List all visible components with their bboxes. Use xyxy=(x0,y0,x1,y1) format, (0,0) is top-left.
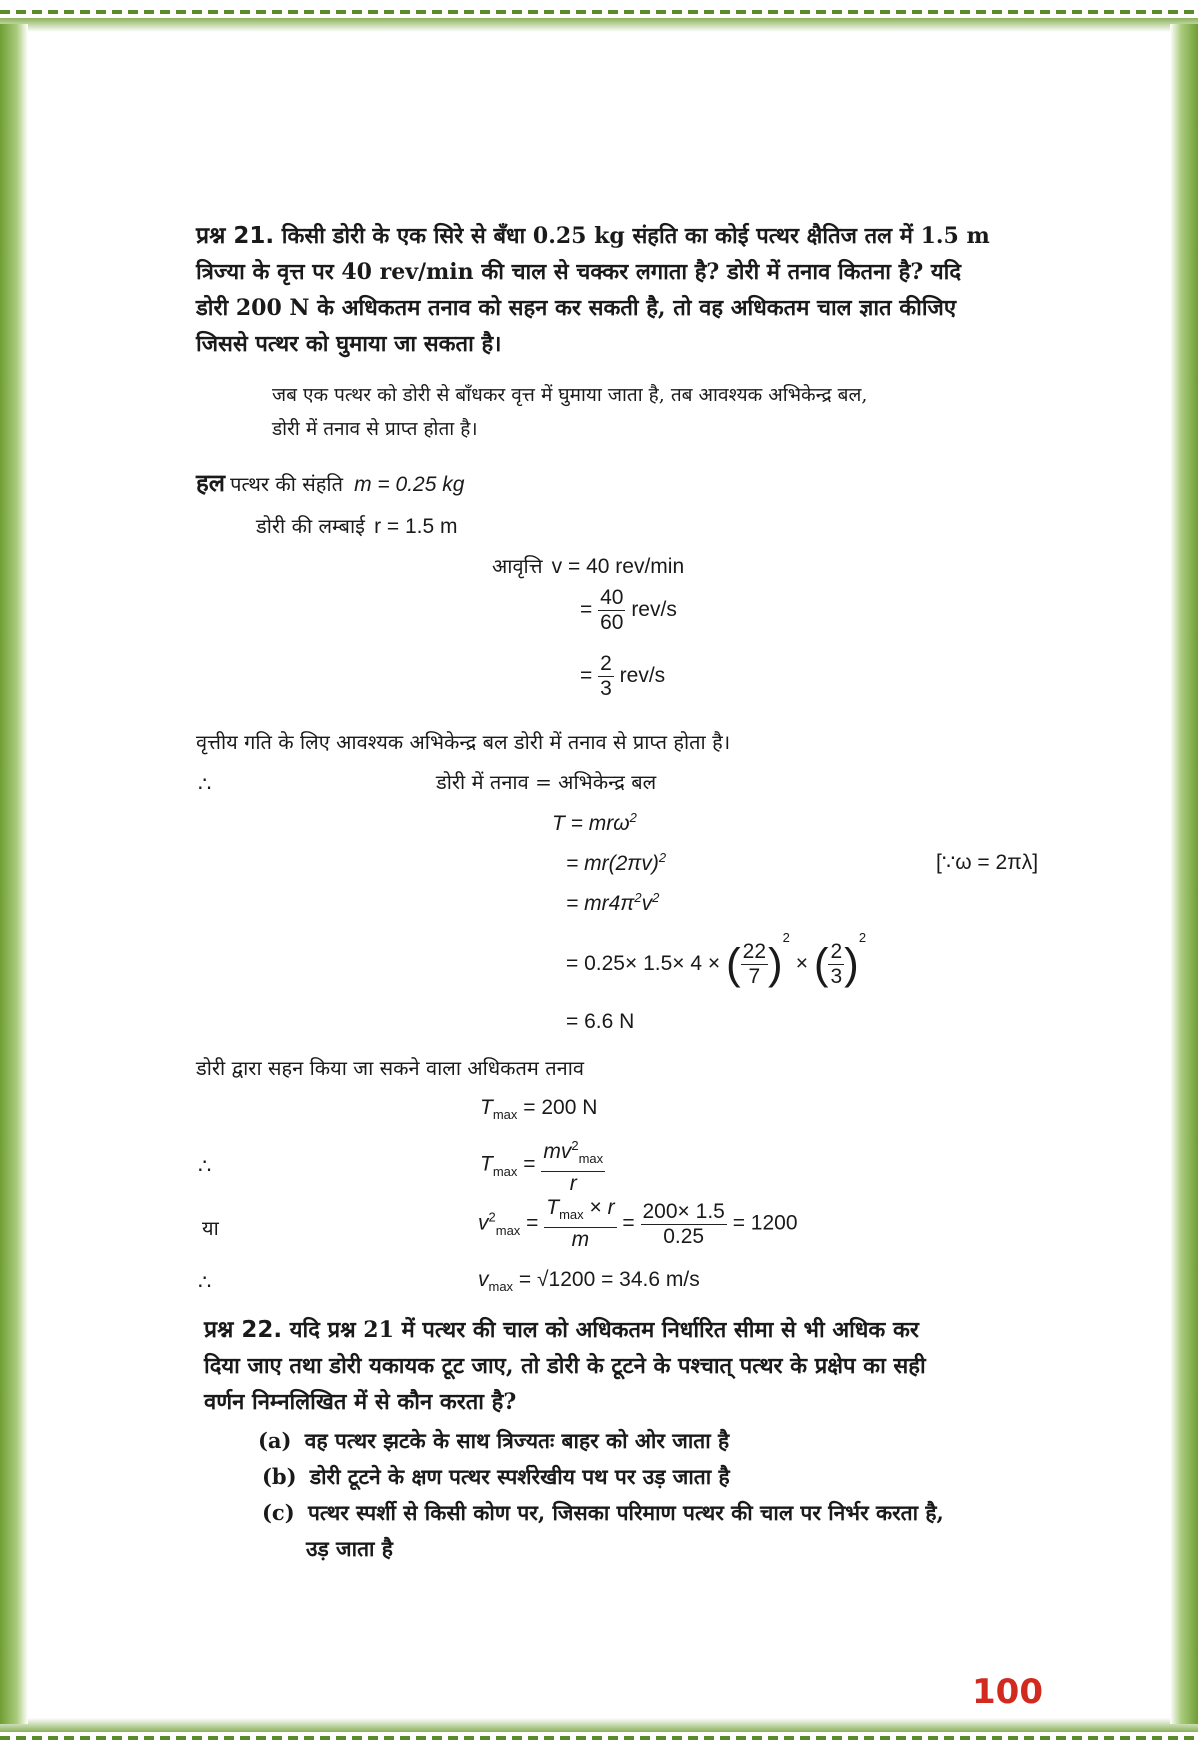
solution-frequency-line: आवृत्ति v = 40 rev/min xyxy=(492,554,685,578)
vmax-squared-equation: $v^2_{max}$ = $\frac{T_{max} \times r}{m}$ = $\frac{200\times 1.5}{0.25}$ = 1200 xyxy=(478,1196,798,1252)
max-tension-statement: डोरी द्वारा सहन किया जा सकने वाला अधिकतम तनाव xyxy=(196,1056,585,1080)
solution-length-line: डोरी की लम्बाई r = 1.5 m xyxy=(256,514,458,538)
therefore-symbol-2: ∴ xyxy=(198,1155,212,1178)
dashed-rule-bottom xyxy=(0,1736,1198,1740)
page-border-top xyxy=(0,18,1198,32)
therefore-symbol-3: ∴ xyxy=(198,1271,212,1294)
page-number: 100 xyxy=(972,1672,1043,1712)
frequency-step-3: = $\frac{2}{3}$ rev/s xyxy=(580,652,666,700)
question-22-line-1: प्रश्न 22. यदि प्रश्न 21 में पत्थर की चाल को अधिकतम निर्धारित सीमा से भी अधिक कर xyxy=(204,1317,919,1343)
solution-mass-line: हल पत्थर की संहति m = 0.25 kg xyxy=(196,469,465,497)
option-a: (a) वह पत्थर झटके के साथ त्रिज्यतः बाहर को ओर जाता है xyxy=(258,1428,730,1453)
tension-step-3: = $mr4\pi^2v^2$ xyxy=(566,890,660,915)
tmax-formula: $T_{max}$ = $\frac{mv^2_{max}}{r}$ xyxy=(480,1134,605,1196)
note-line-1: जब एक पत्थर को डोरी से बाँधकर वृत्त में घुमाया जाता है, तब आवश्यक अभिकेन्द्र बल, xyxy=(272,384,868,406)
solution-label: हल xyxy=(196,469,226,497)
option-c-continued: उड़ जाता है xyxy=(306,1536,393,1561)
option-c: (c) पत्थर स्पर्शी से किसी कोण पर, जिसका परिमाण पत्थर की चाल पर निर्भर करता है, xyxy=(262,1500,944,1525)
question-22-line-3: वर्णन निम्नलिखित में से कौन करता है? xyxy=(204,1389,517,1415)
question-21-line-2: त्रिज्या के वृत्त पर 40 rev/min की चाल से चक्कर लगाता है? डोरी में तनाव कितना है? यदि xyxy=(196,259,962,285)
question-21-line-4: जिससे पत्थर को घुमाया जा सकता है। xyxy=(196,331,502,357)
page-border-left xyxy=(0,24,28,1724)
question-22-label: प्रश्न 22. xyxy=(204,1317,283,1343)
tension-result: = 6.6 N xyxy=(566,1010,635,1033)
or-label: या xyxy=(202,1216,219,1240)
tension-step-1: T = mrω$^2$ xyxy=(552,810,637,835)
tension-step-4: = 0.25× 1.5× 4 × ( $\frac{22}{7}$ )$^2$ × ( $\frac{2}{3}$ )$^2$ xyxy=(566,930,867,989)
question-21-line-3: डोरी 200 N के अधिकतम तनाव को सहन कर सकती है, तो वह अधिकतम चाल ज्ञात कीजिए xyxy=(196,295,957,321)
therefore-symbol-1: ∴ xyxy=(198,773,212,796)
tension-equals-centripetal: डोरी में तनाव = अभिकेन्द्र बल xyxy=(436,770,657,794)
option-b: (b) डोरी टूटने के क्षण पत्थर स्पर्शरेखीय पथ पर उड़ जाता है xyxy=(262,1464,730,1489)
question-21-line-1: प्रश्न 21. किसी डोरी के एक सिरे से बँधा 0.25 kg संहति का कोई पत्थर क्षैतिज तल में 1.5 m xyxy=(196,223,990,249)
page-border-bottom xyxy=(0,1718,1198,1732)
question-22-line-2: दिया जाए तथा डोरी यकायक टूट जाए, तो डोरी के टूटने के पश्चात् पत्थर के प्रक्षेप का सही xyxy=(204,1353,926,1379)
tension-step-2: = $mr(2\pi v)^2$ xyxy=(566,850,667,875)
tmax-value: $T_{max} = 200$ N xyxy=(480,1096,598,1123)
dashed-rule-top xyxy=(0,10,1198,14)
omega-relation-note: [∵ω = 2πλ] xyxy=(936,851,1039,874)
note-line-2: डोरी में तनाव से प्राप्त होता है। xyxy=(272,418,478,440)
centripetal-statement: वृत्तीय गति के लिए आवश्यक अभिकेन्द्र बल डोरी में तनाव से प्राप्त होता है। xyxy=(196,730,731,754)
frequency-step-2: = $\frac{40}{60}$ rev/s xyxy=(580,586,677,634)
page-border-right xyxy=(1170,24,1198,1724)
question-21-label: प्रश्न 21. xyxy=(196,223,275,249)
vmax-result: $v_{max} = √1200 = 34.6$ m/s xyxy=(478,1268,700,1295)
